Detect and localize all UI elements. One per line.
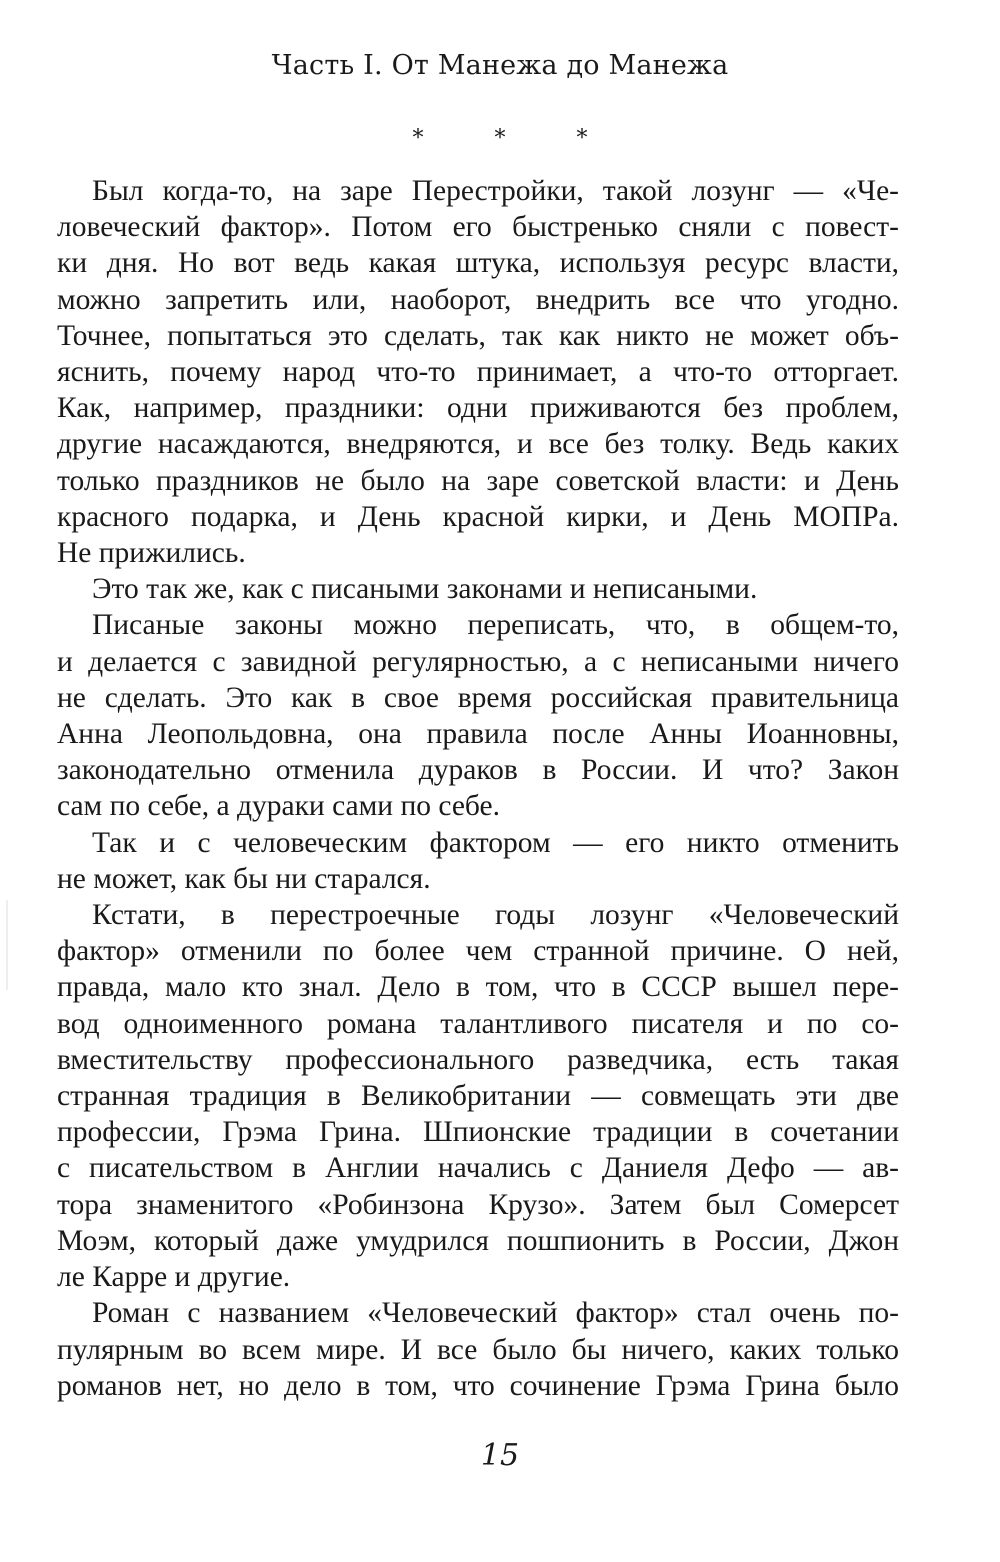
text-line: с писательством в Англии начались с Даниеля Дефо — ав- — [57, 1152, 899, 1185]
text-line: ле Карре и другие. — [57, 1261, 291, 1294]
text-line: правда, мало кто знал. Дело в том, что в СССР вышел пере- — [57, 971, 899, 1004]
running-title: Часть I. От Манежа до Манежа — [271, 50, 729, 81]
text-line: пулярным во всем мире. И все было бы ничего, каких только — [57, 1333, 899, 1366]
text-line: можно запретить или, наоборот, внедрить все что угодно. — [57, 283, 899, 316]
ornament-star: * — [494, 126, 506, 151]
text-line: вместительству профессионального разведчика, есть такая — [57, 1043, 899, 1076]
text-line: Анна Леопольдовна, она правила после Анны Иоанновны, — [57, 718, 899, 751]
text-line: Роман с названием «Человеческий фактор» стал очень по- — [92, 1297, 899, 1330]
text-line: Как, например, праздники: одни приживаются без проблем, — [57, 392, 899, 425]
section-break-ornament — [0, 126, 1000, 151]
text-line: профессии, Грэма Грина. Шпионские традиции в сочетании — [57, 1116, 899, 1149]
text-line: Это так же, как с писаными законами и неписаными. — [92, 573, 758, 606]
page-number: 15 — [480, 1438, 520, 1473]
text-line: Кстати, в перестроечные годы лозунг «Человеческий — [92, 899, 899, 932]
text-line: яснить, почему народ что-то принимает, а что-то отторгает. — [57, 356, 899, 389]
page-edge-shadow — [6, 900, 8, 990]
text-line: законодательно отменила дураков в России. И что? Закон — [57, 754, 899, 787]
text-line: романов нет, но дело в том, что сочинение Грэма Грина было — [57, 1369, 899, 1402]
text-line: только праздников не было на заре советской власти: и День — [57, 464, 899, 497]
text-line: странная традиция в Великобритании — совмещать эти две — [57, 1080, 899, 1113]
text-line: Моэм, который даже умудрился пошпионить в России, Джон — [57, 1224, 899, 1257]
text-line: тора знаменитого «Робинзона Крузо». Затем был Сомерсет — [57, 1188, 899, 1221]
text-line: Так и с человеческим фактором — его никто отменить — [92, 826, 899, 859]
text-line: Точнее, попытаться это сделать, так как никто не может объ- — [57, 319, 899, 352]
text-line: фактор» отменили по более чем странной причине. О ней, — [57, 935, 899, 968]
text-line: не сделать. Это как в свое время российская правительница — [57, 681, 899, 714]
text-line: ловеческий фактор». Потом его быстренько сняли с повест- — [57, 211, 899, 244]
text-line: Писаные законы можно переписать, что, в общем-то, — [92, 609, 899, 642]
text-line: Был когда-то, на заре Перестройки, такой лозунг — «Че- — [92, 175, 899, 207]
text-line: красного подарка, и День красной кирки, и День МОПРа. — [57, 500, 899, 533]
ornament-star: * — [412, 126, 424, 151]
text-line: другие насаждаются, внедряются, и все без толку. Ведь каких — [57, 428, 899, 461]
text-line: Не прижились. — [57, 537, 246, 570]
text-line: и делается с завидной регулярностью, а с неписаными ничего — [57, 645, 899, 678]
text-line: не может, как бы ни старался. — [57, 862, 431, 895]
body-text — [57, 173, 899, 1404]
ornament-star: * — [576, 126, 588, 151]
text-line: вод одноименного романа талантливого писателя и по со- — [57, 1007, 899, 1040]
text-line: ки дня. Но вот ведь какая штука, используя ресурс власти, — [57, 247, 899, 280]
text-line: сам по себе, а дураки сами по себе. — [57, 790, 501, 823]
